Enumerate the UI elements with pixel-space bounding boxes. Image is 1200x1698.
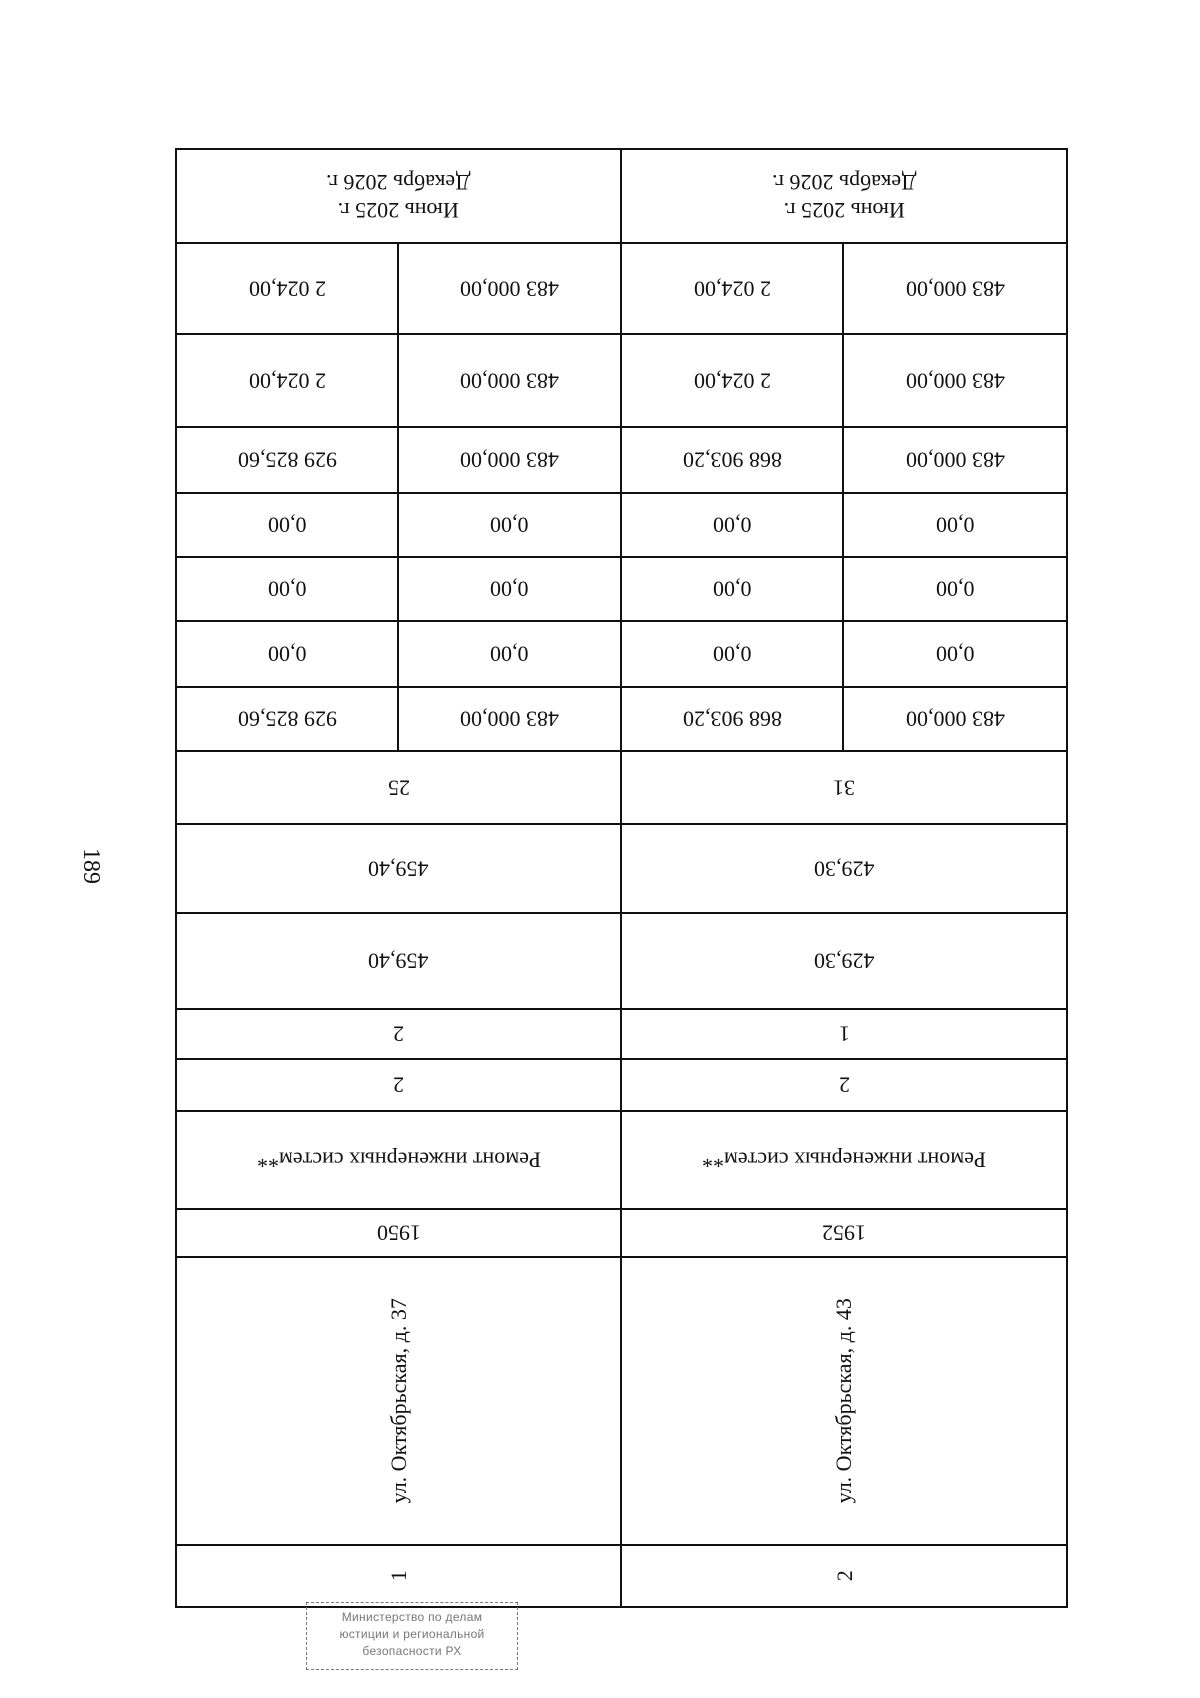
row1-address: ул. Октябрьская, д. 37 <box>385 1298 411 1504</box>
row2-unit-a: 2 024,00 <box>693 368 771 394</box>
row2-c2-a: 0,00 <box>712 576 752 602</box>
row2-cost-total-a: 868 903,20 <box>682 706 782 732</box>
row1-schedule-end: Декабрь 2026 г. <box>326 170 471 195</box>
row1-cost-total-b: 483 000,00 <box>460 706 559 732</box>
row2-unit-b: 483 000,00 <box>905 368 1005 394</box>
row2-col-a: 2 <box>838 1072 850 1098</box>
row1-c1-b: 0,00 <box>490 641 529 667</box>
row2-number: 2 <box>831 1570 857 1582</box>
row1-limit-b: 483 000,00 <box>460 276 559 302</box>
stamp-line-3: безопасности РХ <box>362 1644 462 1658</box>
row2-cost-main-b: 483 000,00 <box>905 447 1005 473</box>
row1-work-type: Ремонт инженерных систем** <box>256 1147 541 1173</box>
row1-schedule-start: Июнь 2025 г. <box>337 197 460 223</box>
row2-schedule <box>622 150 1066 242</box>
row1-col-b: 2 <box>393 1021 404 1047</box>
row2-c3-a: 0,00 <box>712 512 752 538</box>
row2-col-b: 1 <box>838 1021 850 1047</box>
row2-c1-a: 0,00 <box>712 641 752 667</box>
row1-residents: 25 <box>387 775 410 801</box>
row2-area-2: 429,30 <box>813 948 875 974</box>
row1-c1-a: 0,00 <box>267 641 307 667</box>
row2-cost-total-b: 483 000,00 <box>905 706 1005 732</box>
stamp-line-1: Министерство по делам <box>341 1610 483 1624</box>
row2-c1-b: 0,00 <box>935 641 975 667</box>
stamp-line-2: юстиции и региональной <box>339 1627 485 1641</box>
row2-c3-b: 0,00 <box>935 512 975 538</box>
row2-cost-main-a: 868 903,20 <box>682 447 782 473</box>
row1-limit-a: 2 024,00 <box>248 276 326 302</box>
row1-number: 1 <box>385 1570 411 1582</box>
row2-address: ул. Октябрьская, д. 43 <box>831 1298 857 1504</box>
row1-area-2: 459,40 <box>368 948 429 974</box>
row1-schedule <box>177 150 620 242</box>
row2-c2-b: 0,00 <box>935 576 975 602</box>
row1-cost-main-a: 929 825,60 <box>237 447 337 473</box>
row2-area-1: 429,30 <box>813 856 875 882</box>
registration-stamp <box>306 1602 518 1670</box>
page-number: 189 <box>78 848 104 884</box>
row2-year: 1952 <box>822 1220 866 1246</box>
row1-c2-b: 0,00 <box>490 576 529 602</box>
row2-schedule-end: Декабрь 2026 г. <box>771 170 917 195</box>
row1-c2-a: 0,00 <box>267 576 307 602</box>
row1-unit-b: 483 000,00 <box>460 368 559 394</box>
row2-schedule-start: Июнь 2025 г. <box>783 197 905 223</box>
row2-limit-a: 2 024,00 <box>693 276 771 302</box>
row2-residents: 31 <box>833 775 855 801</box>
row1-unit-a: 2 024,00 <box>248 368 326 394</box>
row1-c3-a: 0,00 <box>267 512 307 538</box>
row1-year: 1950 <box>376 1220 421 1246</box>
row1-area-1: 459,40 <box>368 856 429 882</box>
row2-work-type: Ремонт инженерных систем** <box>702 1147 986 1173</box>
row1-col-a: 2 <box>393 1072 404 1098</box>
row1-c3-b: 0,00 <box>490 512 529 538</box>
row2-limit-b: 483 000,00 <box>905 276 1005 302</box>
row1-cost-total-a: 929 825,60 <box>237 706 337 732</box>
row1-cost-main-b: 483 000,00 <box>460 447 559 473</box>
